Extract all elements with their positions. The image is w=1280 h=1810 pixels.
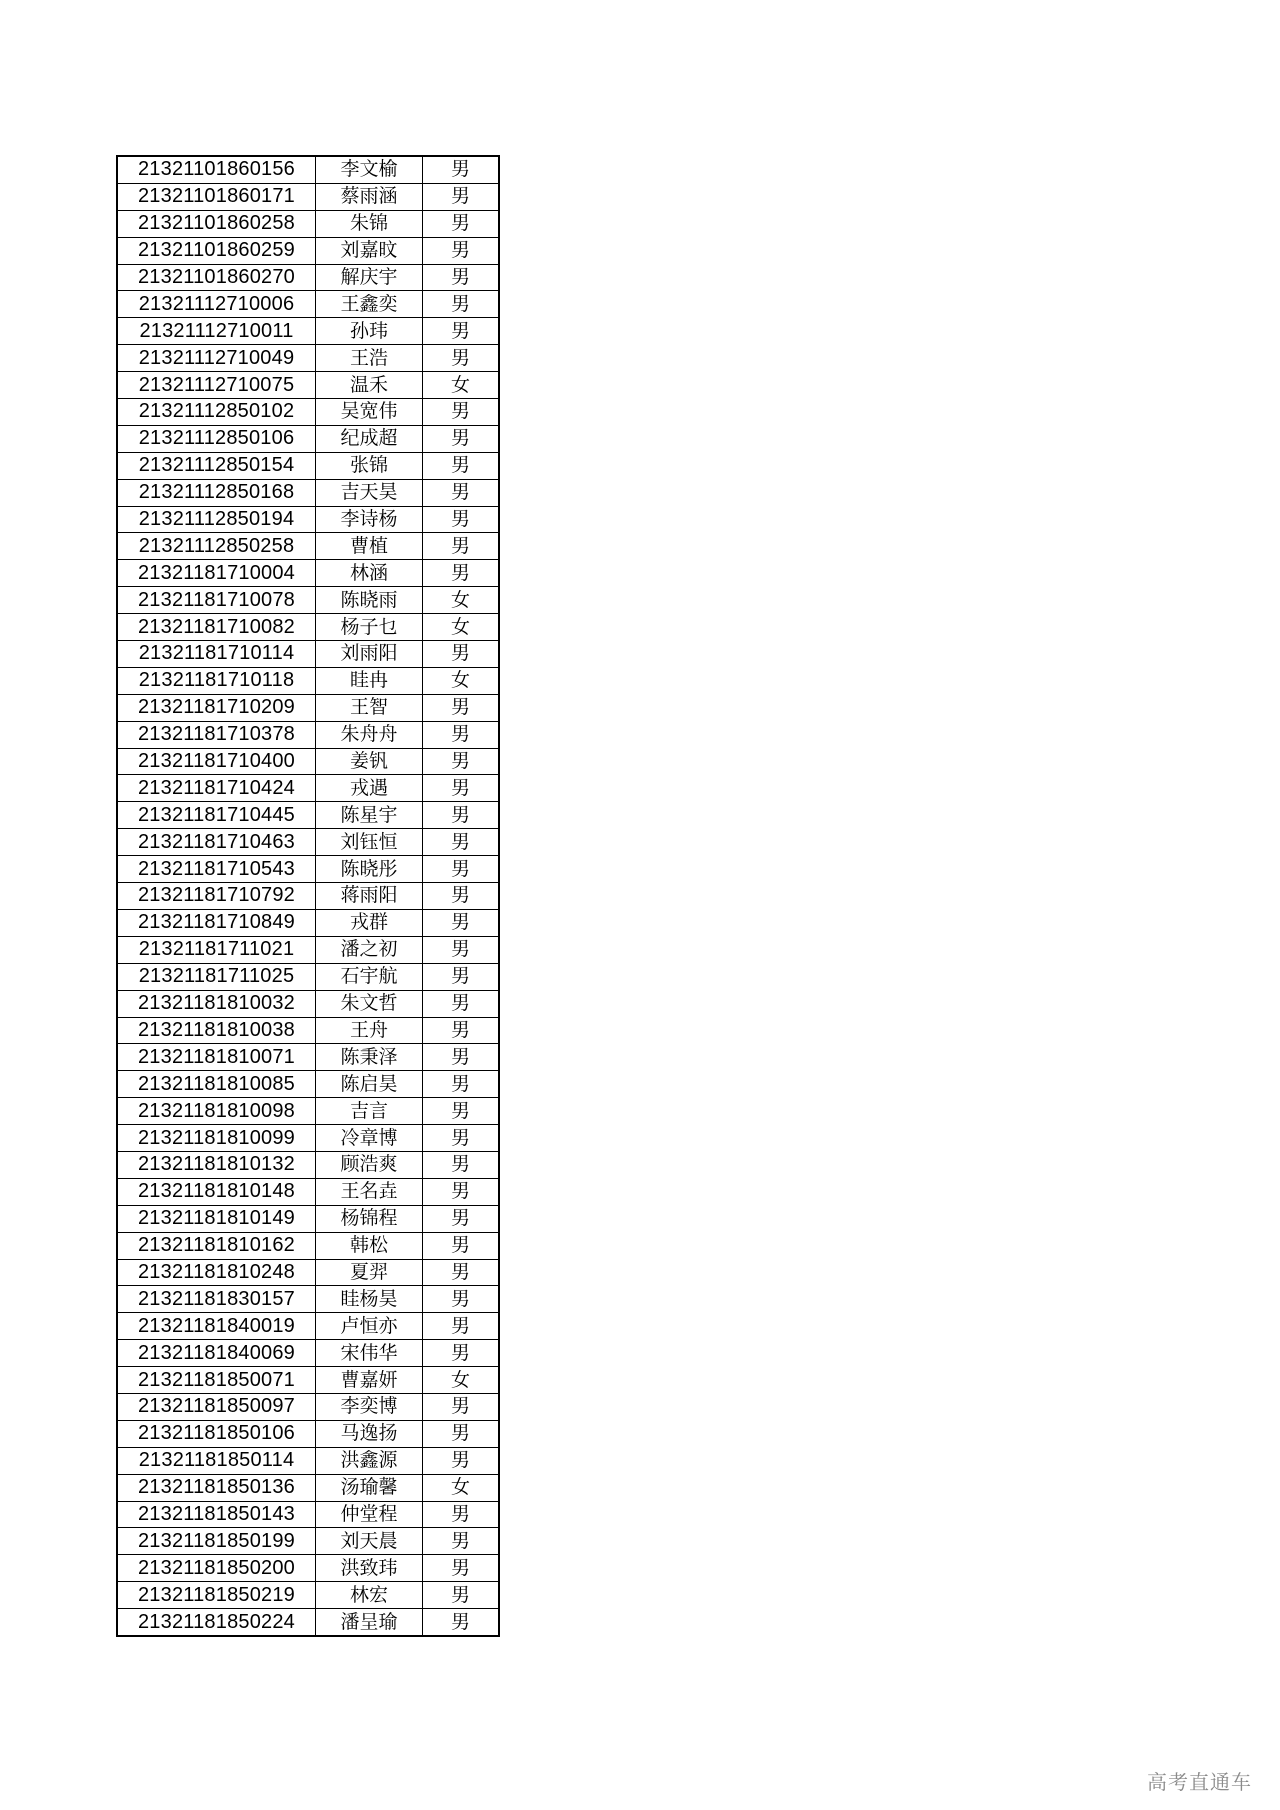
student-name-cell: 戎群 [316, 909, 423, 936]
student-sex-cell: 男 [423, 721, 500, 748]
student-id-cell: 21321181850200 [117, 1555, 316, 1582]
student-name-cell: 韩松 [316, 1232, 423, 1259]
student-name-cell: 夏羿 [316, 1259, 423, 1286]
table-row [117, 506, 499, 533]
student-sex-cell: 男 [423, 533, 500, 560]
table-row [117, 1017, 499, 1044]
student-name-cell: 杨锦程 [316, 1205, 423, 1232]
table-row [117, 909, 499, 936]
student-id-cell: 21321181710118 [117, 667, 316, 694]
student-name-cell: 刘嘉旼 [316, 237, 423, 264]
table-row [117, 587, 499, 614]
roster-body [117, 156, 499, 1636]
student-id-cell: 21321181710082 [117, 614, 316, 641]
student-id-cell: 21321181810085 [117, 1071, 316, 1098]
student-sex-cell: 男 [423, 1178, 500, 1205]
student-name-cell: 陈晓彤 [316, 856, 423, 883]
student-name-cell: 冷章博 [316, 1125, 423, 1152]
table-row [117, 291, 499, 318]
student-name-cell: 眭杨昊 [316, 1286, 423, 1313]
table-row [117, 1205, 499, 1232]
student-id-cell: 21321181710424 [117, 775, 316, 802]
student-id-cell: 21321181850143 [117, 1501, 316, 1528]
student-name-cell: 朱文哲 [316, 990, 423, 1017]
student-id-cell: 21321181711021 [117, 936, 316, 963]
table-row [117, 641, 499, 668]
student-id-cell: 21321181810148 [117, 1178, 316, 1205]
student-id-cell: 21321181850114 [117, 1447, 316, 1474]
student-id-cell: 21321181850224 [117, 1609, 316, 1636]
student-name-cell: 林宏 [316, 1582, 423, 1609]
table-row [117, 829, 499, 856]
table-row [117, 1232, 499, 1259]
student-sex-cell: 男 [423, 479, 500, 506]
student-name-cell: 吉天昊 [316, 479, 423, 506]
student-name-cell: 刘天晨 [316, 1528, 423, 1555]
student-id-cell: 21321112850258 [117, 533, 316, 560]
table-row [117, 667, 499, 694]
student-id-cell: 21321112710011 [117, 318, 316, 345]
student-id-cell: 21321181850106 [117, 1420, 316, 1447]
table-row [117, 1447, 499, 1474]
student-name-cell: 杨子乜 [316, 614, 423, 641]
table-row [117, 963, 499, 990]
student-name-cell: 姜钒 [316, 748, 423, 775]
student-name-cell: 温禾 [316, 372, 423, 399]
student-name-cell: 李奕博 [316, 1393, 423, 1420]
table-row [117, 802, 499, 829]
student-name-cell: 王浩 [316, 345, 423, 372]
student-name-cell: 李文榆 [316, 156, 423, 183]
table-row [117, 1582, 499, 1609]
student-name-cell: 马逸扬 [316, 1420, 423, 1447]
table-row [117, 533, 499, 560]
student-sex-cell: 男 [423, 425, 500, 452]
student-id-cell: 21321112710049 [117, 345, 316, 372]
student-id-cell: 21321181710849 [117, 909, 316, 936]
student-name-cell: 仲堂程 [316, 1501, 423, 1528]
table-row [117, 1393, 499, 1420]
student-sex-cell: 女 [423, 587, 500, 614]
student-sex-cell: 男 [423, 1286, 500, 1313]
student-id-cell: 21321101860270 [117, 264, 316, 291]
table-row [117, 1259, 499, 1286]
student-name-cell: 汤瑜馨 [316, 1474, 423, 1501]
student-name-cell: 刘钰恒 [316, 829, 423, 856]
student-id-cell: 21321181850199 [117, 1528, 316, 1555]
table-row [117, 345, 499, 372]
student-sex-cell: 女 [423, 1474, 500, 1501]
table-row [117, 372, 499, 399]
student-sex-cell: 男 [423, 452, 500, 479]
student-sex-cell: 女 [423, 667, 500, 694]
student-sex-cell: 男 [423, 1582, 500, 1609]
student-id-cell: 21321181850097 [117, 1393, 316, 1420]
table-row [117, 748, 499, 775]
roster-table [116, 155, 500, 1637]
student-name-cell: 吉言 [316, 1098, 423, 1125]
student-name-cell: 顾浩爽 [316, 1151, 423, 1178]
student-id-cell: 21321181810132 [117, 1151, 316, 1178]
student-sex-cell: 男 [423, 1098, 500, 1125]
table-row [117, 1313, 499, 1340]
table-row [117, 614, 499, 641]
student-name-cell: 陈秉泽 [316, 1044, 423, 1071]
student-name-cell: 刘雨阳 [316, 641, 423, 668]
student-id-cell: 21321181710543 [117, 856, 316, 883]
student-sex-cell: 男 [423, 829, 500, 856]
student-id-cell: 21321181711025 [117, 963, 316, 990]
student-sex-cell: 男 [423, 1528, 500, 1555]
student-name-cell: 陈星宇 [316, 802, 423, 829]
student-id-cell: 21321112850168 [117, 479, 316, 506]
student-name-cell: 潘之初 [316, 936, 423, 963]
student-id-cell: 21321181830157 [117, 1286, 316, 1313]
student-id-cell: 21321181810098 [117, 1098, 316, 1125]
student-sex-cell: 男 [423, 856, 500, 883]
student-id-cell: 21321181710463 [117, 829, 316, 856]
student-id-cell: 21321181710004 [117, 560, 316, 587]
student-sex-cell: 男 [423, 963, 500, 990]
student-name-cell: 洪鑫源 [316, 1447, 423, 1474]
student-sex-cell: 男 [423, 210, 500, 237]
table-row [117, 452, 499, 479]
table-row [117, 936, 499, 963]
student-name-cell: 曹嘉妍 [316, 1367, 423, 1394]
student-name-cell: 张锦 [316, 452, 423, 479]
student-name-cell: 宋伟华 [316, 1340, 423, 1367]
student-sex-cell: 男 [423, 1044, 500, 1071]
student-id-cell: 21321181850071 [117, 1367, 316, 1394]
student-sex-cell: 男 [423, 237, 500, 264]
student-sex-cell: 男 [423, 506, 500, 533]
student-name-cell: 王舟 [316, 1017, 423, 1044]
student-id-cell: 21321181710209 [117, 694, 316, 721]
student-name-cell: 王鑫奕 [316, 291, 423, 318]
student-name-cell: 曹植 [316, 533, 423, 560]
student-sex-cell: 男 [423, 1205, 500, 1232]
student-id-cell: 21321101860156 [117, 156, 316, 183]
student-name-cell: 卢恒亦 [316, 1313, 423, 1340]
table-row [117, 1609, 499, 1636]
student-sex-cell: 男 [423, 694, 500, 721]
table-row [117, 264, 499, 291]
student-id-cell: 21321181810038 [117, 1017, 316, 1044]
student-sex-cell: 男 [423, 264, 500, 291]
student-sex-cell: 男 [423, 345, 500, 372]
student-sex-cell: 男 [423, 1340, 500, 1367]
student-id-cell: 21321101860258 [117, 210, 316, 237]
table-row [117, 856, 499, 883]
student-id-cell: 21321181810032 [117, 990, 316, 1017]
student-sex-cell: 男 [423, 1555, 500, 1582]
student-id-cell: 21321112850102 [117, 399, 316, 426]
table-row [117, 883, 499, 910]
student-name-cell: 眭冉 [316, 667, 423, 694]
student-sex-cell: 男 [423, 183, 500, 210]
student-sex-cell: 男 [423, 1313, 500, 1340]
table-row [117, 399, 499, 426]
student-id-cell: 21321112850154 [117, 452, 316, 479]
table-row [117, 210, 499, 237]
student-id-cell: 21321181710378 [117, 721, 316, 748]
student-id-cell: 21321112710006 [117, 291, 316, 318]
table-row [117, 479, 499, 506]
student-sex-cell: 男 [423, 1420, 500, 1447]
student-id-cell: 21321112850194 [117, 506, 316, 533]
student-name-cell: 王智 [316, 694, 423, 721]
table-row [117, 1340, 499, 1367]
table-row [117, 775, 499, 802]
student-sex-cell: 男 [423, 641, 500, 668]
student-name-cell: 吴宽伟 [316, 399, 423, 426]
table-row [117, 1555, 499, 1582]
student-sex-cell: 女 [423, 614, 500, 641]
student-sex-cell: 男 [423, 318, 500, 345]
student-id-cell: 21321181710078 [117, 587, 316, 614]
table-row [117, 1098, 499, 1125]
student-sex-cell: 男 [423, 1125, 500, 1152]
student-name-cell: 李诗杨 [316, 506, 423, 533]
student-sex-cell: 男 [423, 156, 500, 183]
student-sex-cell: 男 [423, 1501, 500, 1528]
student-sex-cell: 男 [423, 399, 500, 426]
student-name-cell: 纪成超 [316, 425, 423, 452]
table-row [117, 1071, 499, 1098]
student-sex-cell: 男 [423, 1259, 500, 1286]
student-sex-cell: 男 [423, 1232, 500, 1259]
student-name-cell: 朱舟舟 [316, 721, 423, 748]
student-id-cell: 21321101860171 [117, 183, 316, 210]
student-sex-cell: 男 [423, 291, 500, 318]
table-row [117, 1151, 499, 1178]
student-id-cell: 21321101860259 [117, 237, 316, 264]
table-row [117, 1420, 499, 1447]
student-name-cell: 孙玮 [316, 318, 423, 345]
student-name-cell: 蒋雨阳 [316, 883, 423, 910]
student-name-cell: 朱锦 [316, 210, 423, 237]
student-sex-cell: 男 [423, 1609, 500, 1636]
student-id-cell: 21321181850219 [117, 1582, 316, 1609]
student-name-cell: 林涵 [316, 560, 423, 587]
student-name-cell: 石宇航 [316, 963, 423, 990]
table-row [117, 1501, 499, 1528]
student-id-cell: 21321181810162 [117, 1232, 316, 1259]
student-sex-cell: 男 [423, 1151, 500, 1178]
student-sex-cell: 男 [423, 775, 500, 802]
student-id-cell: 21321112710075 [117, 372, 316, 399]
student-id-cell: 21321181810149 [117, 1205, 316, 1232]
student-id-cell: 21321181810099 [117, 1125, 316, 1152]
student-name-cell: 戎遇 [316, 775, 423, 802]
student-name-cell: 陈晓雨 [316, 587, 423, 614]
student-id-cell: 21321181710114 [117, 641, 316, 668]
student-sex-cell: 女 [423, 372, 500, 399]
student-id-cell: 21321112850106 [117, 425, 316, 452]
table-row [117, 1528, 499, 1555]
table-row [117, 425, 499, 452]
table-row [117, 1044, 499, 1071]
student-sex-cell: 男 [423, 990, 500, 1017]
student-sex-cell: 男 [423, 1071, 500, 1098]
student-sex-cell: 男 [423, 1393, 500, 1420]
table-row [117, 237, 499, 264]
student-id-cell: 21321181810248 [117, 1259, 316, 1286]
student-id-cell: 21321181850136 [117, 1474, 316, 1501]
student-sex-cell: 男 [423, 909, 500, 936]
student-sex-cell: 男 [423, 883, 500, 910]
table-row [117, 1474, 499, 1501]
student-name-cell: 王名垚 [316, 1178, 423, 1205]
table-row [117, 156, 499, 183]
student-name-cell: 洪致玮 [316, 1555, 423, 1582]
table-row [117, 183, 499, 210]
table-row [117, 990, 499, 1017]
student-id-cell: 21321181710400 [117, 748, 316, 775]
student-id-cell: 21321181710792 [117, 883, 316, 910]
table-row [117, 1178, 499, 1205]
table-row [117, 1125, 499, 1152]
student-id-cell: 21321181710445 [117, 802, 316, 829]
student-id-cell: 21321181840019 [117, 1313, 316, 1340]
student-sex-cell: 男 [423, 1447, 500, 1474]
student-name-cell: 蔡雨涵 [316, 183, 423, 210]
table-row [117, 318, 499, 345]
student-sex-cell: 男 [423, 1017, 500, 1044]
student-sex-cell: 男 [423, 748, 500, 775]
student-name-cell: 陈启昊 [316, 1071, 423, 1098]
table-row [117, 721, 499, 748]
student-sex-cell: 男 [423, 936, 500, 963]
table-row [117, 1367, 499, 1394]
student-sex-cell: 女 [423, 1367, 500, 1394]
student-id-cell: 21321181810071 [117, 1044, 316, 1071]
student-sex-cell: 男 [423, 560, 500, 587]
student-id-cell: 21321181840069 [117, 1340, 316, 1367]
table-row [117, 694, 499, 721]
student-name-cell: 解庆宇 [316, 264, 423, 291]
table-row [117, 560, 499, 587]
student-name-cell: 潘呈瑜 [316, 1609, 423, 1636]
watermark: 高考直通车 [1147, 1770, 1252, 1794]
student-sex-cell: 男 [423, 802, 500, 829]
table-row [117, 1286, 499, 1313]
